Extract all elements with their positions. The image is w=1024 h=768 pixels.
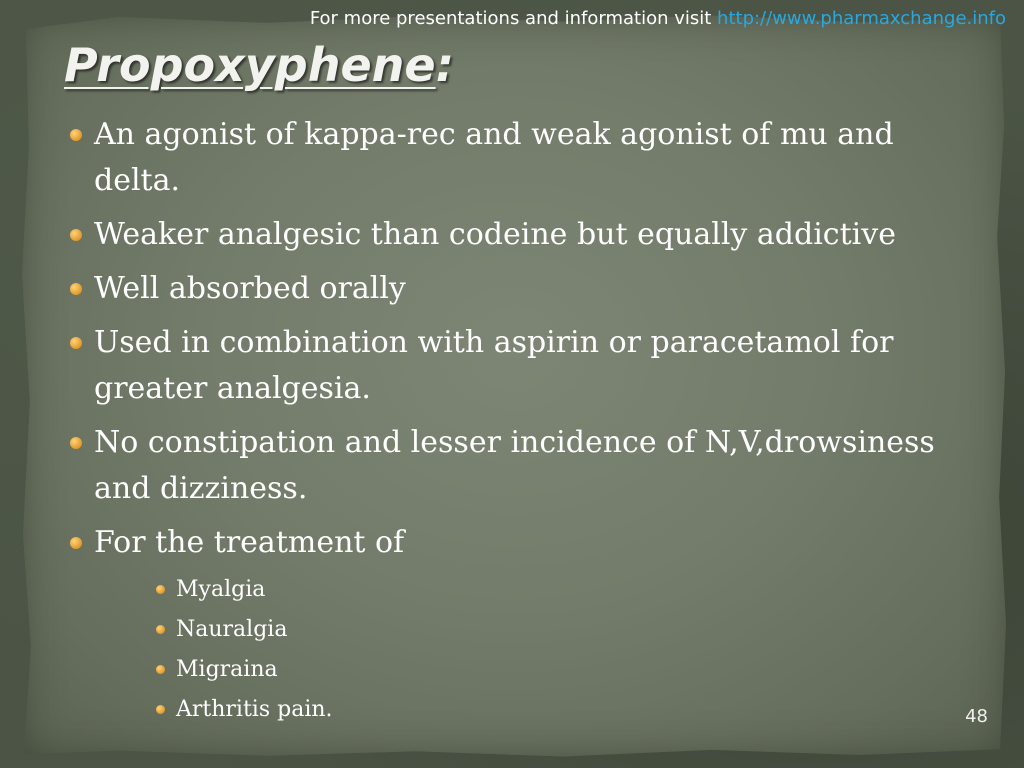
sub-bullet-list	[152, 570, 950, 730]
sub-bullet-item	[152, 570, 950, 610]
sub-bullet-item	[152, 610, 950, 650]
sub-bullet-item	[152, 650, 950, 690]
pharmaxchange-link[interactable]: http://www.pharmaxchange.info	[717, 8, 1006, 29]
sub-bullet-text: Migraina	[176, 657, 278, 682]
slide-title-colon: :	[435, 38, 454, 92]
sub-bullet-icon	[156, 625, 165, 634]
bullet-icon	[70, 437, 82, 449]
sub-bullet-text: Myalgia	[176, 577, 266, 602]
bullet-text: Well absorbed orally	[94, 271, 406, 306]
sub-bullet-icon	[156, 585, 165, 594]
sub-bullet-text: Nauralgia	[176, 617, 288, 642]
bullet-text: No constipation and lesser incidence of N,V,drowsiness and dizziness.	[94, 425, 935, 506]
bullet-item	[70, 420, 950, 512]
bullet-icon	[70, 229, 82, 241]
bullet-item	[70, 266, 950, 312]
bullet-icon	[70, 537, 82, 549]
bullet-icon	[70, 283, 82, 295]
bullet-item	[70, 320, 950, 412]
sub-bullet-icon	[156, 705, 165, 714]
page-number: 48	[965, 706, 988, 727]
bullet-list	[70, 112, 950, 738]
header-note	[310, 8, 1006, 29]
sub-bullet-item	[152, 690, 950, 730]
bullet-icon	[70, 337, 82, 349]
slide-title	[64, 38, 454, 92]
bullet-item	[70, 212, 950, 258]
bullet-text: Used in combination with aspirin or paracetamol for greater analgesia.	[94, 325, 894, 406]
bullet-icon	[70, 129, 82, 141]
sub-bullet-icon	[156, 665, 165, 674]
bullet-text: For the treatment of	[94, 525, 405, 560]
header-note-text: For more presentations and information visit	[309, 8, 718, 29]
bullet-item	[70, 112, 950, 204]
bullet-item	[70, 520, 950, 730]
slide-title-text: Propoxyphene	[64, 38, 436, 92]
sub-bullet-text: Arthritis pain.	[176, 697, 333, 722]
bullet-text: An agonist of kappa-rec and weak agonist of mu and delta.	[94, 117, 894, 198]
bullet-text: Weaker analgesic than codeine but equally addictive	[94, 217, 896, 252]
